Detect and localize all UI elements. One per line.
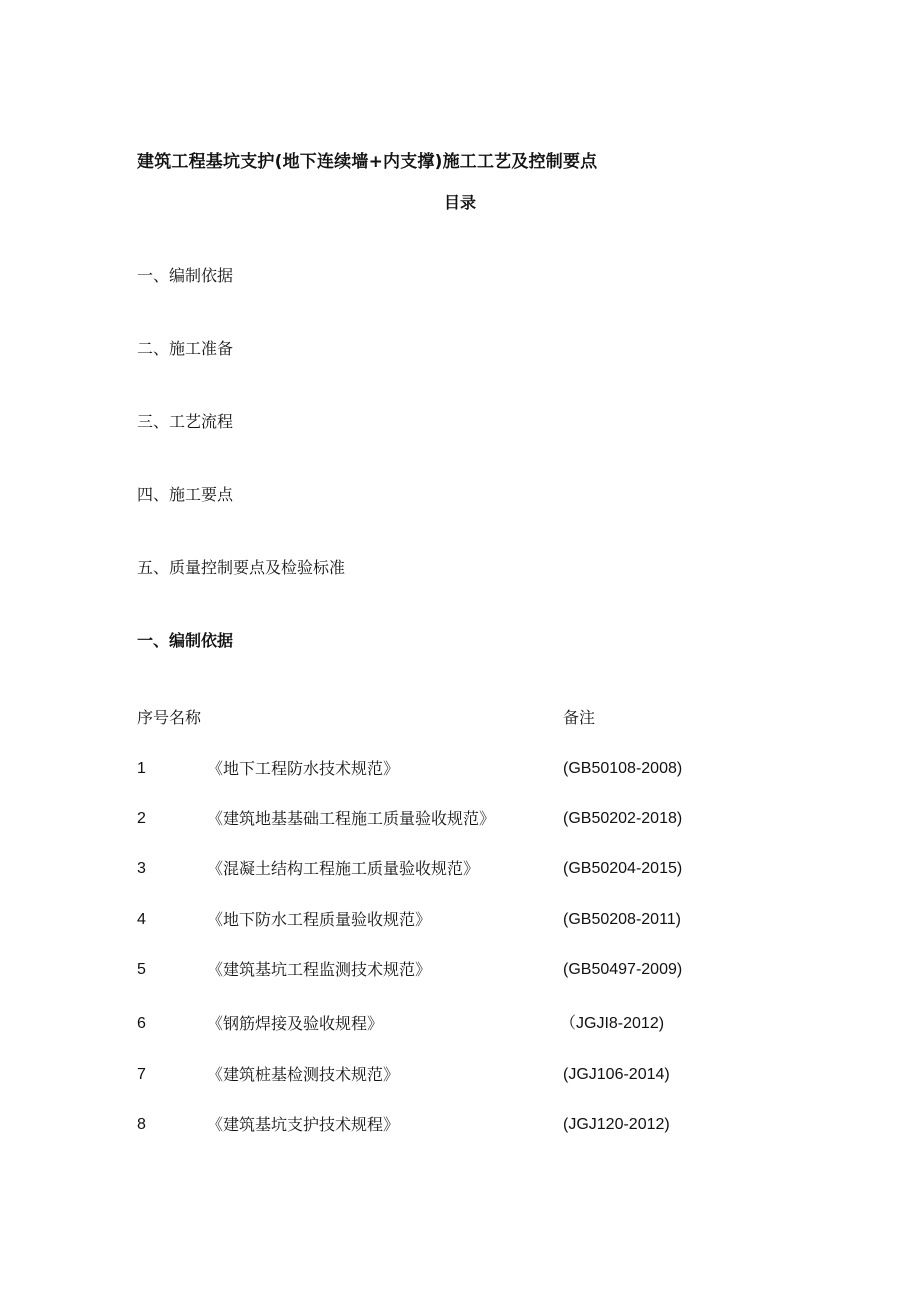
- section-heading: 一、编制依据: [137, 631, 234, 650]
- row-standard-name: 《钢筋焊接及验收规程》: [207, 1014, 384, 1033]
- row-number: 8: [137, 1116, 146, 1133]
- toc-item-4: 四、施工要点: [137, 485, 234, 504]
- row-standard-name: 《地下工程防水技术规范》: [207, 759, 400, 778]
- toc-item-3: 三、工艺流程: [137, 412, 234, 431]
- row-standard-name: 《混凝土结构工程施工质量验收规范》: [207, 859, 480, 878]
- row-number: 4: [137, 911, 146, 928]
- row-number: 6: [137, 1015, 146, 1032]
- row-standard-code: (JGJ120-2012): [563, 1116, 670, 1133]
- document-title: 建筑工程基坑支护(地下连续墙+内支撑)施工工艺及控制要点: [137, 152, 598, 172]
- row-standard-code: (JGJ106-2014): [563, 1066, 670, 1083]
- row-standard-name: 《地下防水工程质量验收规范》: [207, 910, 432, 929]
- row-standard-code: (GB50204-2015): [563, 860, 683, 877]
- row-standard-name: 《建筑桩基检测技术规范》: [207, 1065, 400, 1084]
- toc-item-2: 二、施工准备: [137, 339, 234, 358]
- table-header-remark: 备注: [563, 708, 596, 727]
- row-standard-code: (GB50208-2011): [563, 911, 681, 928]
- toc-item-5: 五、质量控制要点及检验标准: [137, 558, 346, 577]
- row-standard-name: 《建筑基坑工程监测技术规范》: [207, 960, 432, 979]
- row-number: 5: [137, 961, 146, 978]
- toc-item-1: 一、编制依据: [137, 266, 234, 285]
- row-number: 1: [137, 760, 146, 777]
- row-number: 3: [137, 860, 146, 877]
- row-standard-name: 《建筑地基基础工程施工质量验收规范》: [207, 809, 496, 828]
- toc-heading: 目录: [443, 193, 476, 212]
- row-standard-code: (GB50497-2009): [563, 961, 683, 978]
- table-header-name: 序号名称: [137, 708, 202, 727]
- row-standard-name: 《建筑基坑支护技术规程》: [207, 1115, 400, 1134]
- row-standard-code: (GB50108-2008): [563, 760, 683, 777]
- row-number: 2: [137, 810, 146, 827]
- row-standard-code: (GB50202-2018): [563, 810, 683, 827]
- row-standard-code: （JGJI8-2012): [560, 1015, 665, 1032]
- row-number: 7: [137, 1066, 146, 1083]
